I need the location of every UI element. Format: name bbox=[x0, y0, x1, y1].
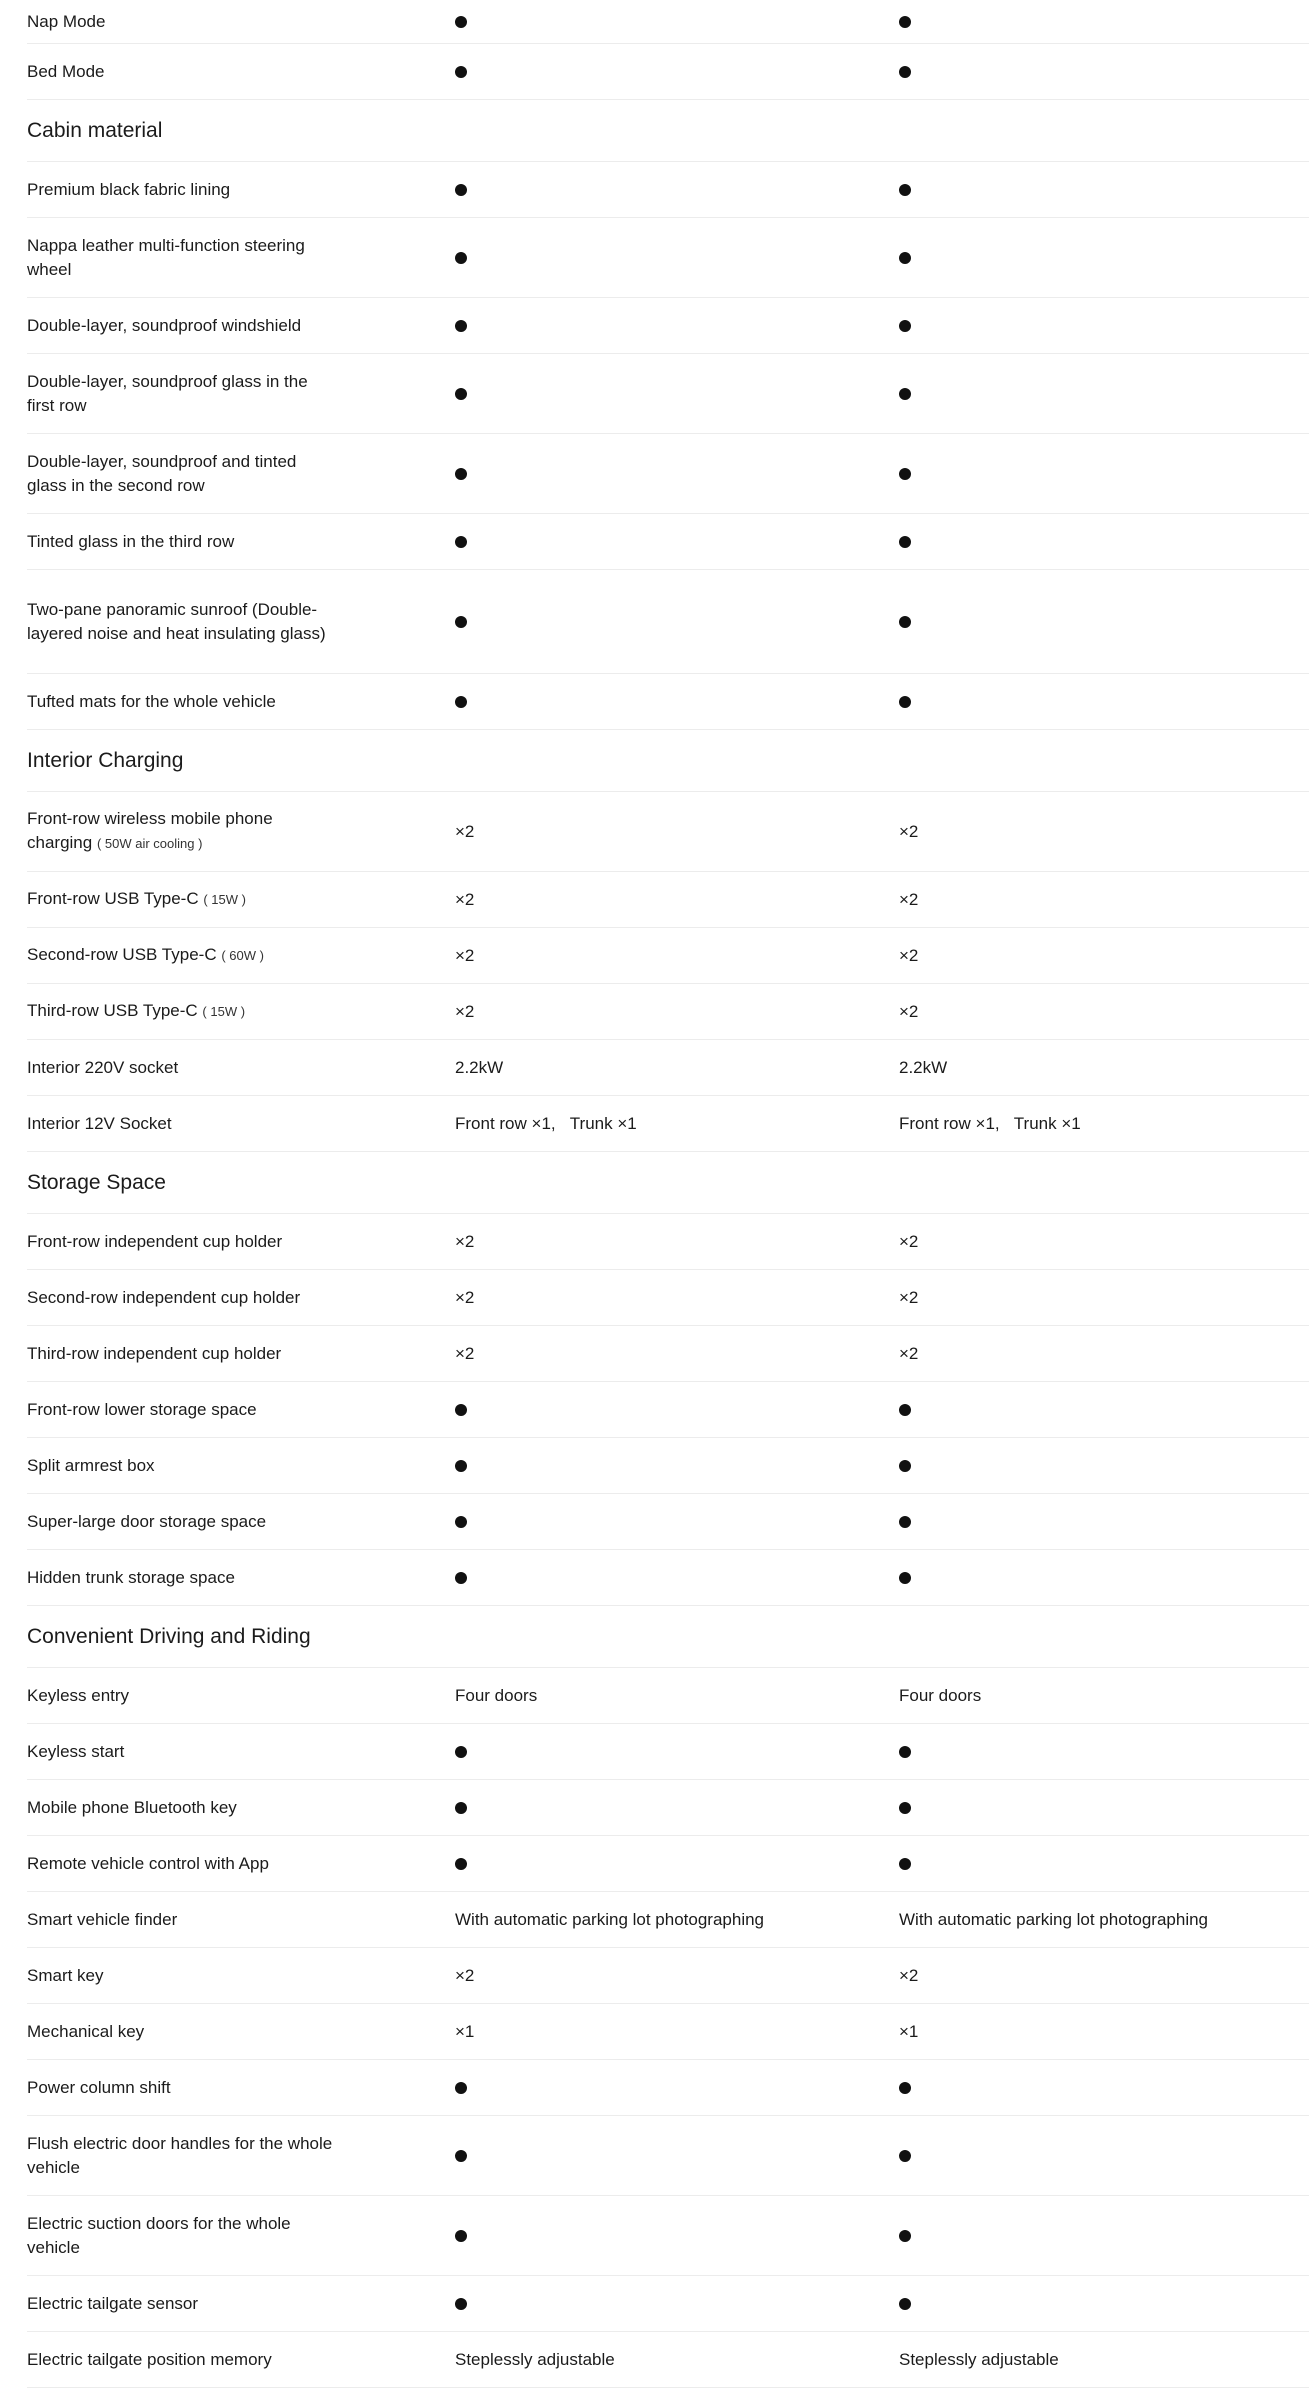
spec-value-col1 bbox=[455, 60, 899, 84]
spec-label bbox=[27, 234, 455, 282]
spec-value-col1 bbox=[455, 530, 899, 554]
spec-label-note: ( 15W ) bbox=[203, 892, 246, 907]
filled-dot-icon bbox=[899, 2230, 911, 2242]
spec-value-col1 bbox=[455, 1796, 899, 1820]
spec-label-text: Smart key bbox=[27, 1965, 104, 1985]
spec-label bbox=[27, 1796, 455, 1820]
filled-dot-icon bbox=[455, 2082, 467, 2094]
spec-label-text: Second-row independent cup holder bbox=[27, 1287, 301, 1307]
spec-value-col1 bbox=[455, 690, 899, 714]
spec-value-col2 bbox=[899, 2076, 1309, 2100]
spec-row-nap-mode bbox=[27, 0, 1309, 44]
filled-dot-icon bbox=[455, 616, 467, 628]
spec-value-col1: Front row ×1, Trunk ×1 bbox=[455, 1113, 637, 1133]
spec-label bbox=[27, 1566, 455, 1590]
spec-value-col1: ×2 bbox=[455, 1343, 475, 1363]
spec-row-double-layer-soundproof-glass-in-the-first-row bbox=[27, 354, 1309, 434]
spec-value-col2: Four doors bbox=[899, 1685, 982, 1705]
spec-value-col1 bbox=[455, 382, 899, 406]
spec-label-text: Split armrest box bbox=[27, 1455, 155, 1475]
spec-label-text: Mechanical key bbox=[27, 2021, 145, 2041]
spec-row-mechanical-key bbox=[27, 2004, 1309, 2060]
spec-value-col2 bbox=[899, 1510, 1309, 1534]
spec-value-col1 bbox=[455, 1566, 899, 1590]
spec-label-text: Bed Mode bbox=[27, 61, 105, 81]
spec-label-text: Electric tailgate position memory bbox=[27, 2349, 272, 2369]
spec-label bbox=[27, 314, 455, 338]
spec-value-col1 bbox=[455, 462, 899, 486]
spec-value-col1 bbox=[455, 2292, 899, 2316]
spec-label-text: Third-row independent cup holder bbox=[27, 1343, 282, 1363]
spec-row-front-row-independent-cup-holder bbox=[27, 1214, 1309, 1270]
spec-label-text: Premium black fabric lining bbox=[27, 179, 231, 199]
spec-value-col2 bbox=[899, 2292, 1309, 2316]
spec-label bbox=[27, 943, 455, 968]
spec-value-col2: ×2 bbox=[899, 889, 919, 909]
spec-label-text: Tufted mats for the whole vehicle bbox=[27, 691, 276, 711]
spec-label bbox=[27, 60, 455, 84]
filled-dot-icon bbox=[899, 2298, 911, 2310]
spec-value-col2 bbox=[899, 2224, 1309, 2248]
spec-value-col1: With automatic parking lot photographing bbox=[455, 1909, 765, 1929]
filled-dot-icon bbox=[899, 320, 911, 332]
spec-row-double-layer-soundproof-windshield bbox=[27, 298, 1309, 354]
spec-label-text: Nappa leather multi-function steering wheel bbox=[27, 235, 305, 279]
spec-value-col1: 2.2kW bbox=[455, 1057, 504, 1077]
filled-dot-icon bbox=[899, 1404, 911, 1416]
spec-value-col1 bbox=[455, 610, 899, 634]
spec-row-interior-12v-socket bbox=[27, 1096, 1309, 1152]
spec-label bbox=[27, 598, 455, 646]
spec-label-note: ( 15W ) bbox=[202, 1004, 246, 1019]
spec-row-tinted-glass-in-the-third-row bbox=[27, 514, 1309, 570]
spec-value-col1: ×2 bbox=[455, 945, 475, 965]
spec-label bbox=[27, 370, 455, 418]
spec-row-electric-suction-doors-for-the-whole-vehicle bbox=[27, 2196, 1309, 2276]
spec-value-col2: ×1 bbox=[899, 2021, 919, 2041]
spec-label-text: Smart vehicle finder bbox=[27, 1909, 178, 1929]
filled-dot-icon bbox=[899, 184, 911, 196]
filled-dot-icon bbox=[899, 468, 911, 480]
spec-label bbox=[27, 887, 455, 912]
filled-dot-icon bbox=[455, 184, 467, 196]
spec-value-col2 bbox=[899, 1398, 1309, 1422]
spec-row-double-layer-soundproof-and-tinted-glass-in-the- bbox=[27, 434, 1309, 514]
filled-dot-icon bbox=[455, 388, 467, 400]
spec-label-text: Third-row USB Type-C bbox=[27, 1001, 198, 1020]
spec-label-text: Power column shift bbox=[27, 2077, 171, 2097]
spec-value-col1: ×2 bbox=[455, 821, 475, 841]
section-heading-storage-space: Storage Space bbox=[27, 1152, 1309, 1214]
spec-value-col1 bbox=[455, 1852, 899, 1876]
spec-value-col2: ×2 bbox=[899, 1287, 919, 1307]
spec-value-col1 bbox=[455, 2076, 899, 2100]
spec-value-col2 bbox=[899, 314, 1309, 338]
spec-value-col1: ×2 bbox=[455, 889, 475, 909]
spec-value-col2: 2.2kW bbox=[899, 1057, 948, 1077]
spec-label-text: Flush electric door handles for the whole vehicle bbox=[27, 2133, 333, 2177]
spec-label bbox=[27, 1684, 455, 1708]
spec-label bbox=[27, 1112, 455, 1136]
spec-row-front-row-usb-type-c bbox=[27, 872, 1309, 928]
spec-row-premium-black-fabric-lining bbox=[27, 162, 1309, 218]
spec-value-col2 bbox=[899, 1566, 1309, 1590]
spec-value-col1: Steplessly adjustable bbox=[455, 2349, 615, 2369]
spec-value-col2: ×2 bbox=[899, 1231, 919, 1251]
spec-row-keyless-start bbox=[27, 1724, 1309, 1780]
filled-dot-icon bbox=[455, 252, 467, 264]
filled-dot-icon bbox=[899, 2150, 911, 2162]
filled-dot-icon bbox=[899, 696, 911, 708]
filled-dot-icon bbox=[455, 1746, 467, 1758]
spec-label-text: Hidden trunk storage space bbox=[27, 1567, 235, 1587]
spec-value-col2 bbox=[899, 1454, 1309, 1478]
spec-label-text: Nap Mode bbox=[27, 11, 106, 31]
spec-value-col2 bbox=[899, 178, 1309, 202]
spec-label bbox=[27, 10, 455, 34]
filled-dot-icon bbox=[455, 2150, 467, 2162]
filled-dot-icon bbox=[455, 1516, 467, 1528]
spec-value-col2: Steplessly adjustable bbox=[899, 2349, 1059, 2369]
spec-label bbox=[27, 690, 455, 714]
filled-dot-icon bbox=[899, 2082, 911, 2094]
section-heading-convenient-driving-and-riding: Convenient Driving and Riding bbox=[27, 1606, 1309, 1668]
spec-label-text: Front-row independent cup holder bbox=[27, 1231, 283, 1251]
spec-label bbox=[27, 1342, 455, 1366]
spec-label bbox=[27, 2076, 455, 2100]
spec-value-col1 bbox=[455, 178, 899, 202]
spec-label-text: Second-row USB Type-C bbox=[27, 945, 217, 964]
spec-row-mobile-phone-bluetooth-key bbox=[27, 1780, 1309, 1836]
filled-dot-icon bbox=[455, 2230, 467, 2242]
spec-value-col2: ×2 bbox=[899, 1965, 919, 1985]
spec-value-col1: ×2 bbox=[455, 1287, 475, 1307]
filled-dot-icon bbox=[899, 1460, 911, 1472]
spec-label bbox=[27, 2348, 455, 2372]
spec-row-power-column-shift bbox=[27, 2060, 1309, 2116]
spec-label bbox=[27, 1740, 455, 1764]
spec-label bbox=[27, 1510, 455, 1534]
spec-label-text: Mobile phone Bluetooth key bbox=[27, 1797, 237, 1817]
spec-label-note: ( 50W air cooling ) bbox=[96, 836, 203, 851]
spec-label-text: Super-large door storage space bbox=[27, 1511, 267, 1531]
filled-dot-icon bbox=[455, 2298, 467, 2310]
spec-label bbox=[27, 999, 455, 1024]
spec-value-col2: Front row ×1, Trunk ×1 bbox=[899, 1113, 1081, 1133]
spec-label bbox=[27, 1286, 455, 1310]
filled-dot-icon bbox=[899, 66, 911, 78]
filled-dot-icon bbox=[455, 1802, 467, 1814]
spec-row-flush-electric-door-handles-for-the-whole-vehicl bbox=[27, 2116, 1309, 2196]
spec-value-col2 bbox=[899, 382, 1309, 406]
spec-label-text: Front-row USB Type-C bbox=[27, 889, 199, 908]
filled-dot-icon bbox=[455, 1460, 467, 1472]
spec-row-keyless-entry bbox=[27, 1668, 1309, 1724]
spec-row-two-pane-panoramic-sunroof-double-layered-noise- bbox=[27, 570, 1309, 674]
spec-row-front-row-lower-storage-space bbox=[27, 1382, 1309, 1438]
spec-label bbox=[27, 450, 455, 498]
spec-value-col2 bbox=[899, 1740, 1309, 1764]
filled-dot-icon bbox=[455, 16, 467, 28]
spec-value-col2: ×2 bbox=[899, 945, 919, 965]
spec-label-text: Double-layer, soundproof and tinted glass in the second row bbox=[27, 451, 297, 495]
section-heading-cabin-material: Cabin material bbox=[27, 100, 1309, 162]
spec-label-text: Electric tailgate sensor bbox=[27, 2293, 199, 2313]
spec-value-col1 bbox=[455, 1454, 899, 1478]
spec-row-nappa-leather-multi-function-steering-wheel bbox=[27, 218, 1309, 298]
spec-value-col2 bbox=[899, 462, 1309, 486]
spec-label bbox=[27, 1056, 455, 1080]
spec-label bbox=[27, 1852, 455, 1876]
spec-row-smart-key bbox=[27, 1948, 1309, 2004]
spec-row-front-row-wireless-mobile-phone-charging bbox=[27, 792, 1309, 872]
spec-label bbox=[27, 1964, 455, 1988]
spec-label-text: Double-layer, soundproof glass in the first row bbox=[27, 371, 308, 415]
spec-row-electric-tailgate-sensor bbox=[27, 2276, 1309, 2332]
spec-row-electric-tailgate-position-memory bbox=[27, 2332, 1309, 2388]
spec-value-col1 bbox=[455, 314, 899, 338]
spec-row-second-row-usb-type-c bbox=[27, 928, 1309, 984]
filled-dot-icon bbox=[455, 536, 467, 548]
spec-value-col1: ×1 bbox=[455, 2021, 475, 2041]
spec-value-col2 bbox=[899, 246, 1309, 270]
filled-dot-icon bbox=[455, 1572, 467, 1584]
filled-dot-icon bbox=[899, 1516, 911, 1528]
spec-row-split-armrest-box bbox=[27, 1438, 1309, 1494]
filled-dot-icon bbox=[899, 1572, 911, 1584]
filled-dot-icon bbox=[455, 468, 467, 480]
spec-label bbox=[27, 1454, 455, 1478]
spec-value-col1 bbox=[455, 2144, 899, 2168]
spec-label bbox=[27, 530, 455, 554]
spec-label bbox=[27, 1398, 455, 1422]
spec-value-col1 bbox=[455, 2224, 899, 2248]
spec-row-smart-vehicle-finder bbox=[27, 1892, 1309, 1948]
filled-dot-icon bbox=[899, 1858, 911, 1870]
spec-value-col2 bbox=[899, 2144, 1309, 2168]
spec-label bbox=[27, 807, 455, 856]
spec-label-text: Front-row wireless mobile phone charging bbox=[27, 809, 273, 852]
spec-label-text: Keyless entry bbox=[27, 1685, 130, 1705]
spec-row-second-row-independent-cup-holder bbox=[27, 1270, 1309, 1326]
spec-label-text: Tinted glass in the third row bbox=[27, 531, 235, 551]
spec-label-text: Interior 220V socket bbox=[27, 1057, 179, 1077]
spec-label bbox=[27, 2132, 455, 2180]
spec-row-remote-vehicle-control-with-app bbox=[27, 1836, 1309, 1892]
filled-dot-icon bbox=[455, 66, 467, 78]
spec-value-col2: With automatic parking lot photographing bbox=[899, 1909, 1209, 1929]
section-heading-interior-charging: Interior Charging bbox=[27, 730, 1309, 792]
spec-label-text: Front-row lower storage space bbox=[27, 1399, 257, 1419]
spec-value-col1 bbox=[455, 246, 899, 270]
filled-dot-icon bbox=[455, 320, 467, 332]
spec-label-text: Interior 12V Socket bbox=[27, 1113, 172, 1133]
spec-value-col1: ×2 bbox=[455, 1965, 475, 1985]
filled-dot-icon bbox=[899, 616, 911, 628]
spec-label bbox=[27, 2212, 455, 2260]
spec-row-tufted-mats-for-the-whole-vehicle bbox=[27, 674, 1309, 730]
spec-label-note: ( 60W ) bbox=[221, 948, 264, 963]
spec-value-col2: ×2 bbox=[899, 1343, 919, 1363]
spec-value-col1 bbox=[455, 1510, 899, 1534]
spec-value-col1: Four doors bbox=[455, 1685, 538, 1705]
spec-value-col2 bbox=[899, 690, 1309, 714]
filled-dot-icon bbox=[455, 1858, 467, 1870]
spec-value-col1 bbox=[455, 1398, 899, 1422]
spec-label bbox=[27, 1230, 455, 1254]
filled-dot-icon bbox=[899, 388, 911, 400]
spec-row-third-row-usb-type-c bbox=[27, 984, 1309, 1040]
spec-value-col2 bbox=[899, 10, 1309, 34]
spec-value-col1 bbox=[455, 10, 899, 34]
spec-label bbox=[27, 2020, 455, 2044]
spec-row-interior-220v-socket bbox=[27, 1040, 1309, 1096]
spec-label-text: Electric suction doors for the whole vehicle bbox=[27, 2213, 291, 2257]
spec-label-text: Keyless start bbox=[27, 1741, 125, 1761]
spec-value-col1 bbox=[455, 1740, 899, 1764]
spec-value-col1: ×2 bbox=[455, 1231, 475, 1251]
filled-dot-icon bbox=[899, 1746, 911, 1758]
spec-label bbox=[27, 2292, 455, 2316]
spec-row-hidden-trunk-storage-space bbox=[27, 1550, 1309, 1606]
filled-dot-icon bbox=[899, 1802, 911, 1814]
filled-dot-icon bbox=[899, 536, 911, 548]
spec-value-col2 bbox=[899, 610, 1309, 634]
spec-label-text: Double-layer, soundproof windshield bbox=[27, 315, 302, 335]
spec-value-col2 bbox=[899, 530, 1309, 554]
filled-dot-icon bbox=[899, 252, 911, 264]
spec-value-col2 bbox=[899, 1796, 1309, 1820]
spec-row-bed-mode bbox=[27, 44, 1309, 100]
spec-value-col2 bbox=[899, 60, 1309, 84]
spec-label bbox=[27, 178, 455, 202]
filled-dot-icon bbox=[899, 16, 911, 28]
spec-label-text: Two-pane panoramic sunroof (Double-layered noise and heat insulating glass) bbox=[27, 599, 326, 643]
spec-value-col2: ×2 bbox=[899, 1001, 919, 1021]
spec-label bbox=[27, 1908, 455, 1932]
filled-dot-icon bbox=[455, 696, 467, 708]
filled-dot-icon bbox=[455, 1404, 467, 1416]
spec-row-third-row-independent-cup-holder bbox=[27, 1326, 1309, 1382]
spec-row-super-large-door-storage-space bbox=[27, 1494, 1309, 1550]
spec-value-col2: ×2 bbox=[899, 821, 919, 841]
spec-label-text: Remote vehicle control with App bbox=[27, 1853, 269, 1873]
spec-value-col1: ×2 bbox=[455, 1001, 475, 1021]
spec-value-col2 bbox=[899, 1852, 1309, 1876]
